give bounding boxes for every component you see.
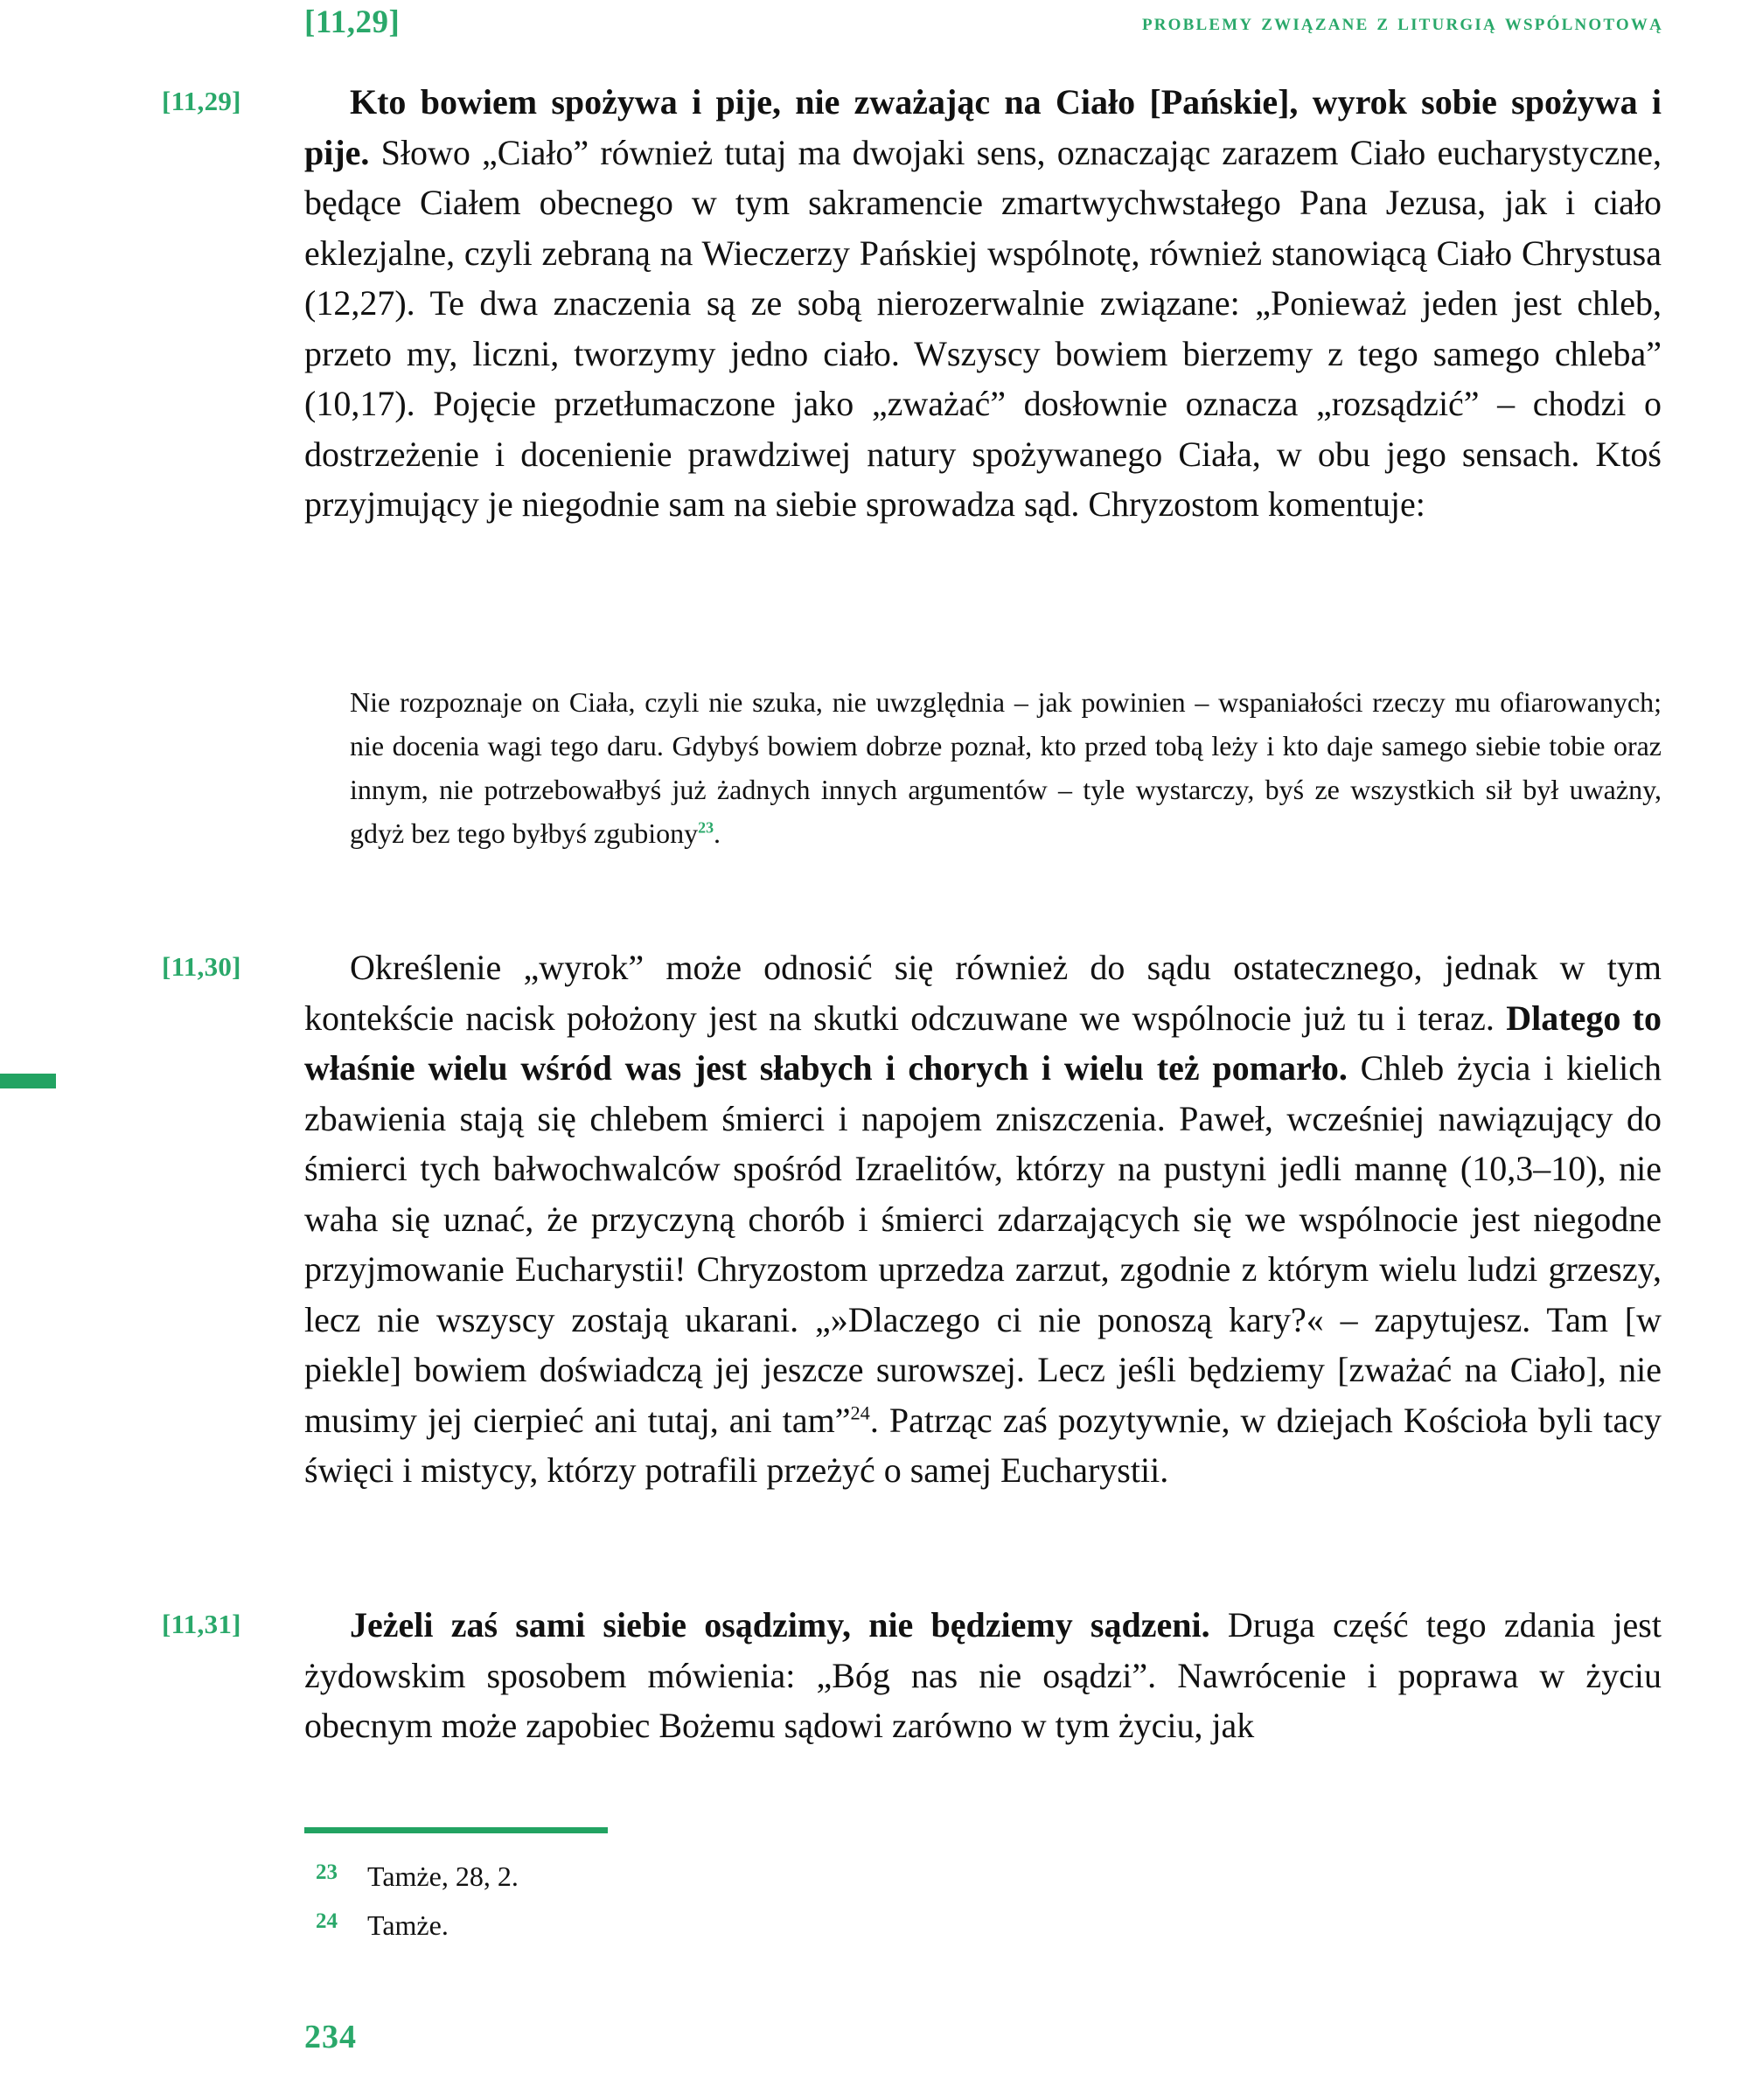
footnote-ref-24[interactable]: 24 <box>850 1401 870 1424</box>
margin-bleed-tab <box>0 1074 56 1088</box>
running-head-title: problemy związane z liturgią wspólnotową <box>1141 9 1663 35</box>
footnote-ref-23[interactable]: 23 <box>698 818 714 837</box>
verse-lemma-11-30: Dlatego to właśnie wielu wśród was jest słabych i chorych i wielu też pomarło. <box>304 998 1662 1088</box>
footnote-separator-rule <box>304 1827 608 1833</box>
quotation-body: Nie rozpoznaje on Ciała, czyli nie szuka, nie uwzględnia – jak powinien – wspaniałości rzeczy mu ofiarowanych; nie docenia wagi tego daru. Gdybyś bowiem dobrze poznał, kto przed tobą leży i kto daje samego siebie tobie oraz innym, nie potrzebowałbyś już żadnych innych argumentów – tyle wystarczy, byś ze wszystkich sił był uważny, gdyż bez tego byłbyś zgubiony <box>350 686 1662 849</box>
footnote-text: Tamże, 28, 2. <box>367 1860 519 1892</box>
running-head <box>0 0 1749 52</box>
verse-marker-11-29: [11,29] <box>162 86 241 116</box>
footnotes-block <box>289 1852 1513 1950</box>
footnote-text: Tamże. <box>367 1909 449 1941</box>
paragraph-11-30-block <box>304 942 1662 1496</box>
paragraph-11-30 <box>304 942 1662 1496</box>
block-quotation-23-text <box>350 680 1662 855</box>
paragraph-11-29-block <box>304 77 1662 530</box>
quotation-tail: . <box>714 817 721 849</box>
footnote-item <box>289 1852 1513 1901</box>
footnote-number: 23 <box>316 1860 338 1884</box>
paragraph-11-30-commentary: Chleb życia i kielich zbawienia stają się chlebem śmierci i napojem zniszczenia. Paweł, wcześniej nawiązujący do śmierci tych bałwochwalców spośród Izraelitów, którzy na pustyni jedli mannę (10,3–10), nie waha się uznać, że przyczyną chorób i śmierci zdarzających się we wspólnocie jest niegodne przyjmowanie Eucharystii! Chryzostom uprzedza zarzut, zgodnie z którym wielu ludzi grzeszy, lecz nie wszyscy zostają ukarani. „»Dlaczego ci nie ponoszą kary?« – zapytujesz. Tam [w piekle] bowiem doświadczą jej jeszcze surowszej. Lecz jeśli będziemy [zważać na Ciało], nie musimy jej cierpieć ani tutaj, ani tam” <box>304 1048 1662 1440</box>
footnote-item <box>289 1901 1513 1950</box>
paragraph-11-29 <box>304 77 1662 530</box>
paragraph-11-31-commentary: Druga część tego zdania jest żydowskim sposobem mówienia: „Bóg nas nie osądzi”. Nawrócenie i poprawa w życiu obecnym może zapobiec Bożemu sądowi zarówno w tym życiu, jak <box>304 1605 1662 1745</box>
paragraph-11-31 <box>304 1600 1662 1751</box>
block-quotation-23 <box>350 680 1662 855</box>
footnote-number: 24 <box>316 1909 338 1933</box>
paragraph-11-29-commentary: Słowo „Ciało” również tutaj ma dwojaki sens, oznaczając zarazem Ciało eucharystyczne, będące Ciałem obecnego w tym sakramencie zmartwychwstałego Pana Jezusa, jak i ciało eklezjalne, czyli zebraną na Wieczerzy Pańskiej wspólnotę, również stanowiącą Ciało Chrystusa (12,27). Te dwa znaczenia są ze sobą nierozerwalnie związane: „Ponieważ jeden jest chleb, przeto my, liczni, tworzymy jedno ciało. Wszyscy bowiem bierzemy z tego samego chleba” (10,17). Pojęcie przetłumaczone jako „zważać” dosłownie oznacza „rozsądzić” – chodzi o dostrzeżenie i docenienie prawdziwej natury spożywanego Ciała, w obu jego sensach. Ktoś przyjmujący je niegodnie sam na siebie sprowadza sąd. Chryzostom komentuje: <box>304 132 1662 524</box>
page-number: 234 <box>304 2019 357 2055</box>
paragraph-11-30-tail: . Patrząc zaś pozytywnie, w dziejach Kościoła byli tacy święci i mistycy, którzy potrafili przeżyć o samej Eucharystii. <box>304 1400 1662 1490</box>
verse-marker-11-31: [11,31] <box>162 1609 241 1639</box>
paragraph-11-30-intro: Określenie „wyrok” może odnosić się również do sądu ostatecznego, jednak w tym kontekście nacisk położony jest na skutki odczuwane we wspólnocie już tu i teraz. <box>304 948 1662 1038</box>
verse-lemma-11-31: Jeżeli zaś sami siebie osądzimy, nie będziemy sądzeni. <box>350 1605 1210 1645</box>
verse-lemma-11-29: Kto bowiem spożywa i pije, nie zważając na Ciało [Pańskie], wyrok sobie spożywa i pije. <box>304 82 1662 172</box>
running-head-verse-marker: [11,29] <box>304 4 401 40</box>
paragraph-11-31-block <box>304 1600 1662 1751</box>
verse-marker-11-30: [11,30] <box>162 951 241 982</box>
